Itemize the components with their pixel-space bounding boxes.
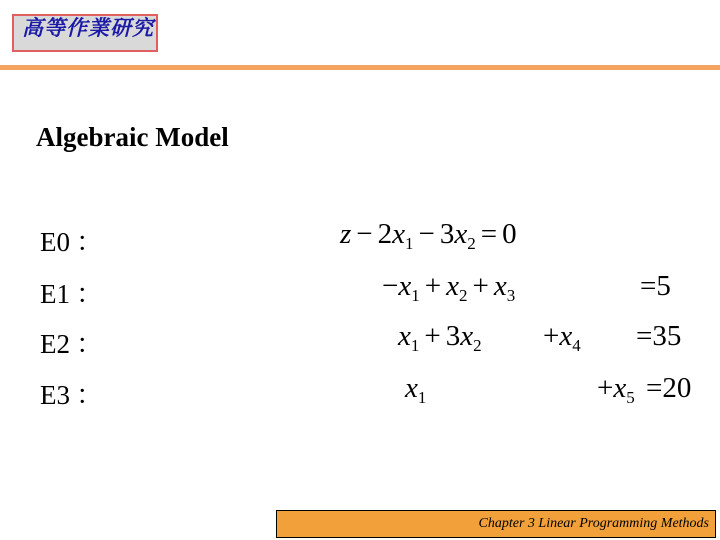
operator: = [480,218,498,250]
var-x: x [398,320,411,352]
operator: + [597,372,614,404]
label-colon: ： [76,279,103,309]
label-colon: ： [76,329,103,359]
equation-e2-lhs [398,320,482,356]
coefficient: 2 [377,218,393,250]
label-text: E3 [40,380,70,410]
equation-e3-rhs: =20 [646,372,692,404]
subscript: 1 [411,286,420,305]
var-x: x [392,218,406,250]
label-colon: ： [76,380,103,410]
equation-label-e0 [40,220,103,259]
subscript: 2 [467,234,476,253]
equation-label-e1 [40,272,103,311]
subscript: 1 [405,234,414,253]
var-z: z [340,218,352,250]
label-text: E1 [40,279,70,309]
operator: + [543,320,560,352]
var-x: x [446,270,459,302]
var-x: x [405,372,418,404]
label-colon: ： [76,227,103,257]
label-text: E0 [40,227,70,257]
footer-text: Chapter 3 Linear Programming Methods [478,516,709,531]
label-text: E2 [40,329,70,359]
header-title: 高等作業研究 [22,15,154,40]
subscript: 5 [626,388,635,407]
var-x: x [460,320,474,352]
operator: − [382,270,399,302]
equation-label-e2 [40,322,103,361]
equation-e0 [340,218,517,254]
equation-e3-lhs [405,372,426,408]
var-x: x [559,320,573,352]
header-divider [0,65,720,70]
operator: + [424,320,441,352]
equation-label-e3 [40,373,103,412]
slide-title: Algebraic Model [36,122,229,152]
subscript: 2 [473,336,482,355]
subscript: 1 [410,336,420,355]
coefficient: 3 [439,218,455,250]
var-x: x [493,270,507,302]
equation-e2-rhs: =35 [636,320,682,352]
operator: − [418,218,435,250]
var-x: x [398,270,412,302]
rhs-value: 0 [502,218,517,250]
footer-bar [276,510,716,538]
operator: + [472,270,489,302]
var-x: x [454,218,468,250]
equation-e3-slack [597,372,635,408]
equation-e2-slack [543,320,581,356]
subscript: 4 [572,336,581,355]
equation-e1-lhs [382,270,515,306]
equation-e1-rhs: =5 [640,270,671,302]
subscript: 2 [458,286,468,305]
operator: − [356,218,373,250]
coefficient: 3 [445,320,461,352]
var-x: x [613,372,627,404]
subscript: 1 [417,388,427,407]
operator: + [424,270,442,302]
subscript: 3 [506,286,516,305]
